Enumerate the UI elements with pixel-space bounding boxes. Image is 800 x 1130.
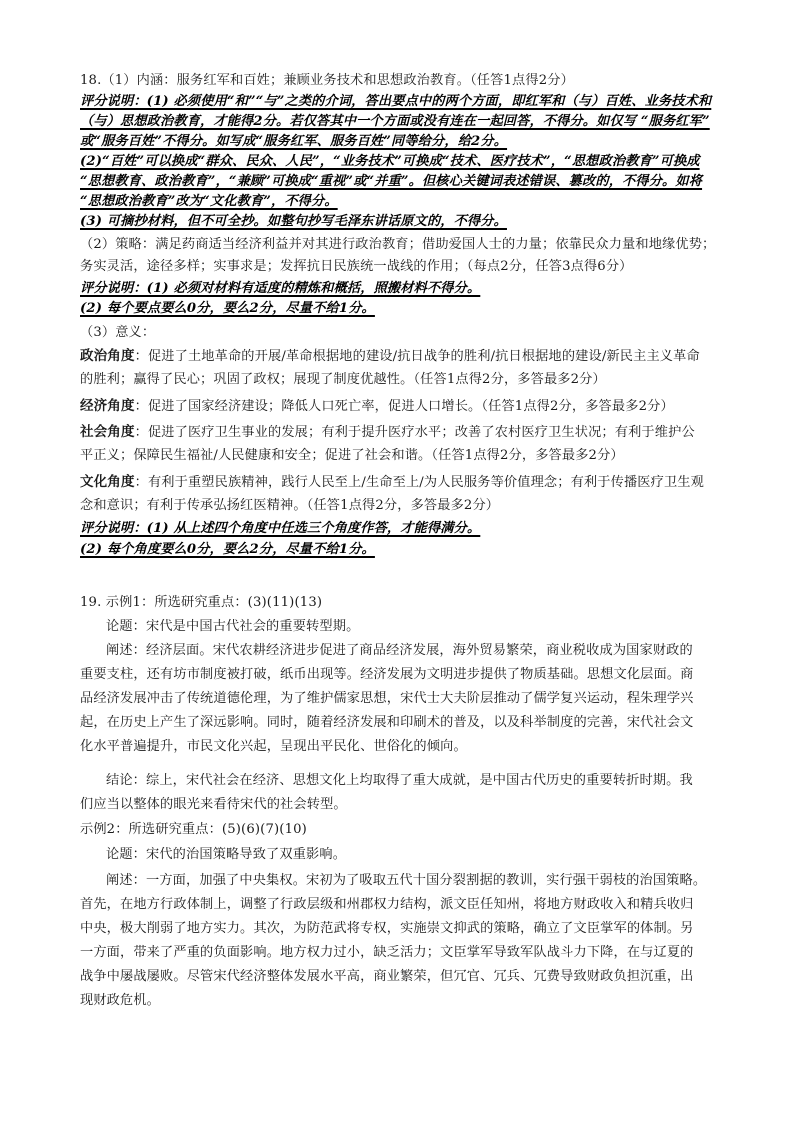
political-angle-text: ：促进了土地革命的开展/革命根据地的建设/抗日战争的胜利/抗日根据地的建设/新民主主义革命 — [134, 349, 700, 364]
q19-example1-body: 重要支柱，还有坊市制度被打破，纸币出现等。经济发展为文明进步提供了物质基础。思想文化层面。商 — [80, 667, 694, 682]
culture-angle-text: ：有利于重塑民族精神，践行人民至上/生命至上/为人民服务等价值理念；有利于传播医疗卫生观 — [134, 475, 704, 490]
q19-example2-body: 一方面，带来了严重的负面影响。地方权力过小，缺乏活力；文臣掌军导致军队战斗力下降，在与辽夏的 — [80, 945, 694, 960]
scoring-note: （与）思想政治教育，才能得2分。若仅答其中一个方面或没有连在一起回答，不得分。如仅写 “服务红军” — [80, 114, 710, 129]
scoring-note: (2) 每个角度要么0分，要么2分，尽量不给1分。 — [80, 542, 375, 557]
political-angle — [80, 347, 700, 366]
scoring-note: (2) 每个要点要么0分，要么2分，尽量不给1分。 — [80, 301, 375, 316]
q18-part3-heading: （3）意义： — [80, 325, 156, 340]
culture-angle-label: 文化角度 — [80, 474, 135, 490]
q18-part1-answer: 18.（1）内涵：服务红军和百姓；兼顾业务技术和思想政治教育。（任答1点得2分） — [80, 73, 574, 88]
q19-example2-body: 阐述：一方面，加强了中央集权。宋初为了吸取五代十国分裂割据的教训，实行强干弱枝的治国策略。 — [106, 873, 707, 888]
q19-example2-thesis: 论题：宋代的治国策略导致了双重影响。 — [106, 847, 347, 862]
q19-example1-heading: 19. 示例1：所选研究重点：(3)(11)(13) — [80, 595, 323, 610]
social-angle-label: 社会角度 — [80, 424, 135, 440]
social-angle-text: ：促进了医疗卫生事业的发展；有利于提升医疗水平；改善了农村医疗卫生状况；有利于维护公 — [134, 425, 695, 440]
economic-angle-text: ：促进了国家经济建设；降低人口死亡率，促进人口增长。（任答1点得2分，多答最多2分） — [134, 399, 674, 414]
q19-example2-body: 现财政危机。 — [80, 993, 161, 1008]
q19-example1-body: 起，在历史上产生了深远影响。同时，随着经济发展和印刷术的普及，以及科举制度的完善，宋代社会文 — [80, 715, 694, 730]
scoring-note: 或“服务百姓”不得分。如写成“服务红军、服务百姓”同等给分，给2分。 — [80, 134, 508, 149]
political-angle-label: 政治角度 — [80, 348, 135, 364]
culture-angle — [80, 473, 704, 492]
q19-example1-body: 品经济发展冲击了传统道德伦理，为了维护儒家思想，宋代士大夫阶层推动了儒学复兴运动，程朱理学兴 — [80, 691, 694, 706]
q18-part2-answer: （2）策略：满足药商适当经济利益并对其进行政治教育；借助爱国人士的力量；依靠民众力量和地缘优势； — [80, 237, 716, 252]
scoring-note: “思想政治教育”改为“文化教育”，不得分。 — [80, 194, 338, 209]
scoring-note: (2)“百姓”可以换成“群众、民众、人民”，“业务技术”可换成“技术、医疗技术”，“思想政治教育”可换成 — [80, 154, 700, 169]
social-angle-text: 平正义；保障民生福祉/人民健康和安全；促进了社会和谐。（任答1点得2分，多答最多2分） — [80, 448, 624, 463]
q19-example1-body: 化水平普遍提升，市民文化兴起，呈现出平民化、世俗化的倾向。 — [80, 739, 467, 754]
social-angle — [80, 423, 695, 442]
economic-angle-label: 经济角度 — [80, 398, 135, 414]
q19-example2-heading: 示例2：所选研究重点：(5)(6)(7)(10) — [80, 822, 307, 837]
q19-example1-thesis: 论题：宋代是中国古代社会的重要转型期。 — [106, 619, 360, 634]
scoring-note: 评分说明：(1) 必须使用“和”“与”之类的介词，答出要点中的两个方面，即红军和（与）百姓、业务技术和 — [80, 94, 712, 109]
q19-example2-body: 中央，极大削弱了地方实力。其次，为防范武将专权，实施崇文抑武的策略，确立了文臣掌军的体制。另 — [80, 921, 694, 936]
political-angle-text: 的胜利；赢得了民心；巩固了政权；展现了制度优越性。（任答1点得2分，多答最多2分） — [80, 372, 606, 387]
scoring-note: (3) 可摘抄材料，但不可全抄。如整句抄写毛泽东讲话原文的，不得分。 — [80, 214, 507, 229]
scoring-note: 评分说明：(1) 从上述四个角度中任选三个角度作答，才能得满分。 — [80, 521, 481, 536]
economic-angle — [80, 397, 674, 416]
culture-angle-text: 念和意识；有利于传承弘扬红医精神。（任答1点得2分，多答最多2分） — [80, 498, 500, 513]
q19-example2-body: 战争中屡战屡败。尽管宋代经济整体发展水平高，商业繁荣，但冗官、冗兵、冗费导致财政负担沉重，出 — [80, 969, 694, 984]
scoring-note: 评分说明：(1) 必须对材料有适度的精炼和概括，照搬材料不得分。 — [80, 281, 481, 296]
q19-example1-conclusion: 们应当以整体的眼光来看待宋代的社会转型。 — [80, 797, 347, 812]
scoring-note: “思想教育、政治教育”，“兼顾”可换成“重视”或“并重”。但核心关键词表述错误、篡改的，不得分。如将 — [80, 174, 703, 189]
q18-part2-answer: 务实灵活，途径多样；实事求是；发挥抗日民族统一战线的作用；（每点2分，任答3点得6分） — [80, 259, 633, 274]
q19-example1-body: 阐述：经济层面。宋代农耕经济进步促进了商品经济发展，海外贸易繁荣，商业税收成为国家财政的 — [106, 643, 693, 658]
q19-example1-conclusion: 结论：综上，宋代社会在经济、思想文化上均取得了重大成就，是中国古代历史的重要转折时期。我 — [106, 773, 693, 788]
q19-example2-body: 首先，在地方行政体制上，调整了行政层级和州郡权力结构，派文臣任知州，将地方财政收入和精兵收归 — [80, 897, 694, 912]
